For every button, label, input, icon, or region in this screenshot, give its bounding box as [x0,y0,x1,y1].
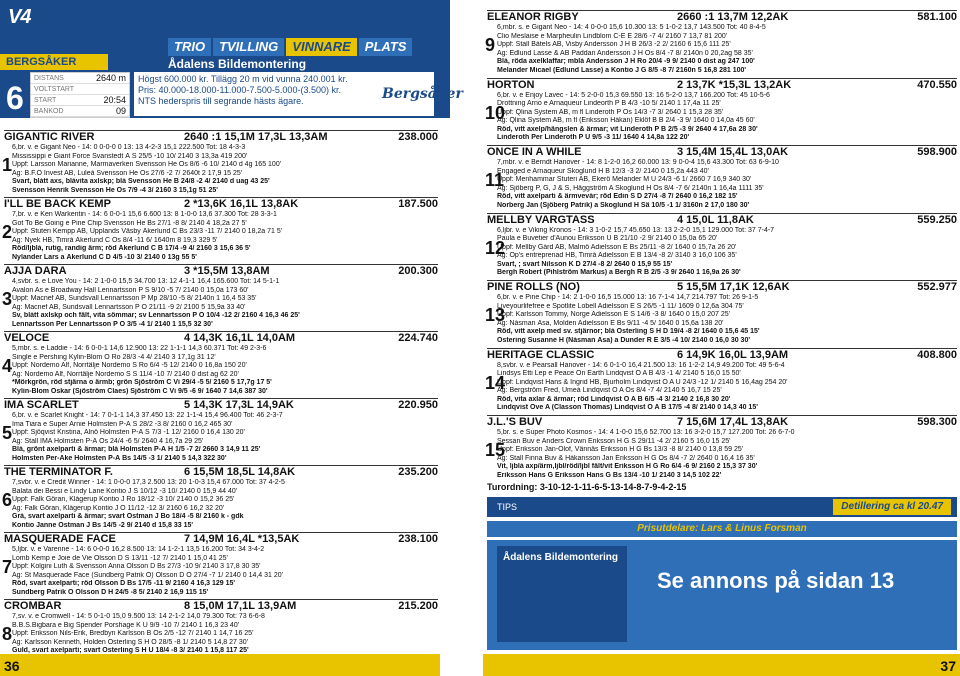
footer-bar [0,654,440,676]
entry-line: Melander Micael (Edlund Lasse) a Kontio J G 8/5 -8 7/ 2160n 5 16,8 281 100' [497,66,747,74]
horse-entry [4,197,438,263]
horse-stats: 7 15,6M 17,4L 13,8AK [677,416,789,428]
entry-line: Uppf: Macnef AB, Sundsvall Lennartsson P Mp 28/10 -5 8/ 2140n 1 16,4 53 35' [12,295,257,303]
entry-title [4,599,438,613]
entry-line: 7,mbr. v. e Berndt Hanover - 14: 8 1-2-0 16,2 60.000 13: 9 0-0-4 15,6 43.300 Tot: 63 6-9-10 [497,159,779,166]
horse-stats: 7 14,9M 16,4L *13,5AK [184,533,300,545]
prize-info: Högst 600.000 kr. Tillägg 20 m vid vunna 240.001 kr. Pris: 40.000-18.000-11.000-7.500-5.000-(3.500) kr. NTS hederspris till segrande hästs ägare. [134,72,434,116]
horse-earnings: 224.740 [398,332,438,344]
horse-entry [487,10,957,76]
entry-line: 6,br. v. e Pine Chip - 14: 2 1-0-0 16,5 15.000 13: 16 7-1-4 14,7 214.797 Tot: 26 9-1-5 [497,294,759,301]
entry-title [4,331,438,345]
horse-entry [4,398,438,464]
entry-line: Uppf: Sjöqvist Kristina, Alnö Holmsten P-Å S 7/3 -1 12/ 2160 0 16,4 130 20' [12,429,245,437]
horse-earnings: 238.100 [398,533,438,545]
entry-line: Clio Meslaise e Marpheulin Lindblom C-E E 28/6 -7 4/ 2160 7 13,7 81 200' [497,32,728,40]
horse-earnings: 581.100 [917,11,957,23]
entry-line: Uppf: Qlina System AB, m fl Linderoth P Ös 14/3 -7 3/ 2640 1 15,3 28 35' [497,108,724,116]
horse-entry [487,348,957,414]
entry-line: Svart, blått axs, blåvita axlskp; blå Svensson He B 24/8 -2 4/ 2140 d uag 43 25' [12,178,270,186]
horse-stats: 4 15,0L 11,8AK [677,213,754,226]
horse-earnings: 470.550 [917,78,957,91]
horse-name: J.L.'S BUV [487,416,543,428]
entry-title [4,465,438,479]
entry-line: 7,sv. v. e Cromwell - 14: 5 0-1-0 15,0 9.500 13: 14 2-1-2 14,0 79.300 Tot: 73 6-6-8 [12,613,265,620]
tab-trio: TRIO [168,38,211,56]
horse-name: I'LL BE BACK KEMP [4,198,111,210]
entry-line: Holmsten Per-Åke Holmsten P-Å Bs 14/5 -3 1/ 2140 5 14,3 322 30' [12,454,227,462]
entry-line: Röd/ljblå, rutig, randig ärm; röd Åkerlund C B 17/4 -9 4/ 2160 3 15,6 36 5' [12,245,251,253]
start-row: START 20:54 [31,95,129,106]
entry-line: 5,br. s. e Super Photo Kosmos - 14: 4 1-0-0 15,6 52.700 13: 16 3-2-0 15,7 127.200 Tot: 26 6-7-0 [497,429,795,436]
horse-earnings: 235.200 [398,466,438,478]
entry-title [4,398,438,412]
entry-line: Äg: Op's entreprenad HB, Timrå Adielsson E B 13/4 -8 2/ 3140 3 16,0 106 35' [497,252,737,260]
horse-entry [4,465,438,531]
entry-line: Äg: Qlina System AB, m fl (Eriksson Håkan) Eklöf B B 2/4 -3 9/ 1640 0 14,0a 45 60' [497,117,755,125]
entry-line: Uppf: Kolgini Luth & Svensson Anna Olsson D Bs 27/3 -10 9/ 2140 3 17,8 30 35' [12,563,261,571]
tab-plats: PLATS [359,38,413,56]
page-number: 36 [4,658,20,674]
entry-line: Single e Pershing Kylin-Blom O Ro 28/3 -4 4/ 2140 3 17,1g 31 12' [12,353,216,361]
prize-presenter: Prisutdelare: Lars & Linus Forsman [487,521,957,537]
entry-line: *Mörkgrön, röd stjärna o ärmb; grön Sjöström C Vi 29/4 -5 5/ 2160 5 17,7g 17 5' [12,379,272,387]
horse-earnings: 187.500 [398,198,438,210]
entry-line: Uppf: Stuteri Kempp AB, Upplands Väsby Åkerlund C Bs 23/3 -11 7/ 2140 0 18,2a 71 5' [12,228,283,236]
entry-line: Äg: Stall IMA Holmsten P-Å Ös 24/4 -6 5/ 2640 4 16,7a 29 25' [12,437,204,445]
horse-entry [487,415,957,481]
entry-title [4,264,438,278]
entry-line: Lindqvist Ove A (Classon Thomas) Lindqvist O A B 17/5 -4 8/ 2140 0 14,3 40 15' [497,404,758,412]
entry-line: Got To Be Going e Pine Chip Svensson He Bs 27/1 -8 8/ 2140 4 18,2a 27 5' [12,219,247,227]
entry-line: Grå, svart axelparti & ärmar; svart Östman J Bo 18/4 -5 8/ 2160 k - gdk [12,513,244,521]
entry-line: Äg: St Masquerade Face (Sundberg Patrik O) Olsson D Ö 27/4 -7 1/ 2140 0 14,4 31 20' [12,571,283,579]
entry-line: Uppf: Lindqvist Hans & Ingrid HB, Bjurholm Lindqvist O A U 24/3 -12 1/ 2140 5 16,4ag 254 20' [497,378,788,386]
entry-line: 6,br. v. e Gigant Neo - 14: 0 0-0-0 0 13: 13 4-2-3 15,1 222.500 Tot: 18 4-3-3 [12,144,246,151]
horse-stats: 2660 :1 13,7M 12,2AK [677,11,789,23]
entry-line: 5,mbr. s. e Laddie - 14: 6 0-0-1 14,6 12.900 13: 22 1-1-1 14,3 60.371 Tot: 49 2-3-6 [12,345,267,352]
entry-line: Linderoth Per Linderoth P U 9/5 -3 11/ 1640 4 14,8a 122 20' [497,134,690,142]
entry-line: Bergh Robert (Pihlström Markus) a Bergh R B 2/5 -3 9/ 2640 1 16,9a 26 30' [497,269,741,277]
entry-line: Uppf: Nordemo Alf, Norrtälje Nordemo S Ro 6/4 -5 12/ 2140 0 16,8a 150 20' [12,362,247,370]
horse-name: HERITAGE CLASSIC [487,348,595,361]
entry-line: Äg: Nåsman Åsa, Molden Adielsson E Bs 9/11 -4 5/ 1640 0 15,6a 138 20' [497,319,724,327]
horse-name: ELEANOR RIGBY [487,11,579,23]
entry-title [4,532,438,546]
entry-line: Sv, blått axlskp och fält, vita sömmar; sv Lennartsson P Ö 10/4 -12 2/ 2160 4 16,3 46 25' [12,312,300,320]
entry-line: 5,ljbr. v. e Varenne - 14: 6 0-0-0 16,2 8.500 13: 14 1-2-1 13,5 16.200 Tot: 34 3-4-2 [12,546,265,553]
start-number: 3 [2,289,13,309]
turordning: Turordning: 3-10-12-1-11-6-5-13-14-8-7-9-4-2-15 [487,482,687,492]
horse-earnings: 559.250 [917,213,957,226]
start-number: 11 [485,170,505,190]
start-number: 2 [2,222,13,242]
horse-entry [4,264,438,330]
tips-highlight: Detillering ca kl 20.47 [833,499,951,515]
entry-line: Mississippi e Giant Force Svanstedt Å S 25/5 -10 10/ 2140 3 13,3a 419 200' [12,152,248,160]
entry-line: Äg: Nordemo Alf, Norrtälje Nordemo S S 11/4 -10 7/ 2140 0 dist ag 62 20' [12,370,239,378]
entry-line: Äg: Sjöberg P, G, J & S, Häggström A Skoglund H Ös 8/4 -7 6/ 2140n 1 16,4a 1111 35' [497,184,764,192]
horse-stats: 2 13,7K *15,3L 13,2AK [677,78,792,91]
horse-entry [4,331,438,397]
horse-name: ONCE IN A WHILE [487,146,582,158]
entry-line: 6,mbr. s. e Gigant Neo - 14: 4 0-0-0 15,6 10.300 13: 5 1-0-2 13,7 143.500 Tot: 40 8-4-5 [497,24,766,31]
entry-line: Östering Susanne H (Nåsman Åsa) a Dunder R E 3/5 -4 10/ 2140 0 16,0 30 30' [497,336,750,344]
horse-stats: 3 *15,5M 13,8AM [184,265,270,277]
horse-entry [487,78,957,144]
entry-line: Äg: Falk Göran, Klågerup Kontio J Ö 11/12 -12 3/ 2160 6 16,2 32 20' [12,504,225,512]
start-number: 4 [2,356,13,376]
entry-line: Engaged e Arnaqueur Skoglund H B 12/3 -3 2/ 2140 0 15,2a 443 40' [497,167,709,175]
horse-stats: 6 14,9K 16,0L 13,9AM [677,348,789,361]
start-number: 6 [2,490,13,510]
entry-line: 6,ljbr. v. e Viking Kronos - 14: 3 1-0-2 15,7 45.650 13: 13 2-2-0 15,1 129.000 Tot: 37 7-4-7 [497,226,775,234]
entry-line: Lomb Kemp e Joie de Vie Olsson D S 13/11 -12 7/ 2140 1 15,0 41 25' [12,554,228,562]
v4-logo: V4 [8,6,31,28]
horse-name: AJJA DARA [4,265,67,277]
entry-line: Liveyourlifefree e Spotlite Lobell Adielsson E S 26/5 -1 11/ 1609 0 12,6a 304 75' [497,302,744,310]
horse-earnings: 238.000 [398,131,438,143]
race-number: 6 [6,80,24,116]
horse-stats: 2640 :1 15,1M 17,3L 13,3AM [184,131,328,143]
track-band: BERGSÅKER [0,54,108,70]
horse-stats: 5 15,5M 17,1K 12,6AK [677,281,790,293]
entry-line: Äg: Karlsson Kenneth, Holden Österling S H Ö 28/5 -8 1/ 2140 5 14,8 27 30' [12,638,248,646]
horse-stats: 6 15,5M 18,5L 14,8AK [184,466,296,478]
entry-line: Uppf: Eriksson Jan-Olof, Vännäs Eriksson H G Bs 13/3 -8 8/ 2140 0 13,8 59 25' [497,446,744,454]
start-number: 9 [485,35,496,55]
entry-title [4,197,438,211]
horse-entry [4,130,438,196]
entry-line: Äg: Macnef AB, Sundsvall Lennartsson P Ö 21/11 -9 2/ 2100 5 15,9a 33 40' [12,303,246,311]
horse-earnings: 408.800 [917,348,957,361]
entry-line: Avalon As e Broadway Hall Lennartsson P S 9/10 -5 7/ 2140 0 15,0a 173 60' [12,286,249,294]
start-number: 12 [485,237,506,258]
entry-line: Lindsys Etti Lep e Peace On Earth Lindqvist O A B 4/3 -1 4/ 2140 5 16,0 15 50' [497,370,741,378]
entry-line: 4,svbr. s. e Love You - 14: 2 1-0-0 15,5 34.700 13: 12 4-1-1 16,4 165.600 Tot: 14 5-1-1 [12,278,280,285]
entry-line: Röd, vitt axelparti & ärmvevår; röd Edin S D 27/4 -8 7/ 2640 0 16,2 182 15' [497,193,738,201]
start-number: 5 [2,423,13,443]
entry-line: 8,svbr. v. e Pearsall Hanover - 14: 6 0-1-0 16,4 21.500 13: 16 1-2-2 14,9 49.200 Tot: 49 5-6-4 [497,361,785,369]
entry-line: Vit, ljblå axp/ärm,ljbl/röd/ljbl fält/vit Eriksson H G Ro 6/4 -6 9/ 2160 2 15,3 37 30' [497,463,758,471]
start-number: 14 [485,372,506,393]
horse-earnings: 200.300 [398,265,438,277]
horse-name: PINE ROLLS (NO) [487,281,580,293]
entry-line: Äg: Nyek HB, Timrå Åkerlund C Ös 8/4 -11 6/ 1640m 8 19,3 329 5' [12,236,218,244]
start-number: 10 [485,102,506,123]
distance-row: DISTANS 2640 m [31,73,129,84]
entry-title [487,145,957,159]
race-header [0,0,463,118]
entry-line: Uppf: Falk Göran, Klågerup Kontio J Ro 18/12 -3 10/ 2140 0 15,2 36 25' [12,496,235,504]
entry-line: Ima Tiara e Super Arnie Holmsten P-Å S 28/2 -3 8/ 2160 0 16,2 465 30' [12,420,233,428]
entry-line: Uppf: Larsson Marianne, Marmaverken Svensson He Ös 8/6 -6 10/ 2140 d 4g 165 100' [12,161,282,169]
horse-earnings: 598.900 [917,146,957,158]
entry-line: Uppf: Karlsson Tommy, Norge Adielsson E S 14/6 -3 8/ 1640 0 15,0 207 25' [497,311,730,319]
entry-title [4,130,438,144]
start-number: 8 [2,624,13,644]
entry-title [487,10,957,24]
horse-earnings: 552.977 [917,281,957,293]
entry-line: Äg: Stall Finna Buv & Håkansson Jan Eriksson H G Ös 8/4 -7 2/ 2640 0 16,4 16 35' [497,454,755,462]
horse-name: HORTON [487,78,535,91]
horse-name: THE TERMINATOR F. [4,466,113,478]
entry-line: B.B.S.Bigbara e Big Spender Porshage K U 9/9 -10 7/ 2140 1 16,3 23 40' [12,621,240,629]
horse-name: VELOCE [4,332,50,344]
entry-title [487,415,957,429]
start-number: 13 [485,305,506,325]
horse-entry [4,532,438,598]
tips-bar: TIPS Detillering ca kl 20.47 [487,497,957,517]
horse-stats: 3 15,4M 15,4L 13,0AK [677,146,789,158]
entry-line: Röd, vitt axelp med sv. stjärnor; blå Österling S H D 19/4 -8 2/ 1640 0 15,6 45 15' [497,328,760,336]
entry-line: Röd, svart axelparti; röd Olsson D Bs 17/5 -11 9/ 2160 4 16,3 129 15' [12,580,236,588]
start-number: 1 [2,155,13,175]
entry-title [487,280,957,294]
entry-line: Äg: B.F.O Invest AB, Luleå Svensson He Ös 27/6 -2 7/ 2640t 2 17,9 15 25' [12,169,243,177]
horse-stats: 8 15,0M 17,1L 13,9AM [184,600,297,612]
entry-line: Blå, röda axelklaffar; mblå Andersson J H Ro 20/4 -9 9/ 2140 0 dist ag 247 100' [497,58,755,66]
bankod-row: BANKOD 09 [31,106,129,117]
horse-earnings: 220.950 [398,399,438,411]
horse-name: MASQUERADE FACE [4,533,116,545]
entry-title [487,213,957,227]
entry-line: Nylander Lars a Åkerlund C D 4/5 -10 3/ 2140 0 13g 55 5' [12,253,197,261]
entry-line: 6,br. v. e Enjoy Lavec - 14: 5 2-0-0 15,3 69.550 13: 16 5-2-0 13,7 166.200 Tot: 45 10-5-6 [497,91,770,99]
entry-line: Uppf: Stall Båtels AB, Visby Andersson J H B 26/3 -2 2/ 2160 6 15,6 111 25' [497,41,731,49]
entry-line: Röd, vita axlar & ärmar; röd Lindqvist O A B 6/5 -4 3/ 2140 2 16,8 30 20' [497,395,731,403]
entry-line: 7,br. v. e Ken Warkentin - 14: 6 0-0-1 15,6 6.600 13: 8 1-0-0 13,6 37.300 Tot: 28 3-3-1 [12,211,277,218]
ad-box [487,540,957,650]
entry-line: Sessan Buv e Anders Crown Eriksson H G S 29/11 -4 2/ 2160 5 16,0 15 25' [497,437,731,445]
entry-line: Uppf: Menhammar Stuteri AB, Ekerö Melander M U 24/3 -6 1/ 2660 7 16,9 340 30' [497,176,752,184]
left-page [0,0,463,676]
race-sponsor: Ådalens Bildemontering [168,57,307,71]
entry-line: Guld, svart axelparti; svart Österling S H U 18/4 -8 3/ 2140 1 15,8 117 25' [12,647,249,655]
ad-message: Se annons på sidan 13 [657,568,895,593]
entry-line: Kontio Janne Östman J Bs 14/5 -2 9/ 2140 d 15,8 33 15' [12,521,194,529]
ad-brand: Ådalens Bildemontering [497,546,627,642]
horse-entry [487,213,957,279]
entry-line: Norberg Jan (Sjöberg Patrik) a Skoglund H Sä 10/5 -1 1/ 3160n 2 17,0 180 30' [497,201,750,209]
start-number: 7 [2,557,13,577]
entry-line: Eriksson Hans G Eriksson Hans G Bs 13/4 -10 1/ 2140 3 14,5 102 22' [497,471,722,479]
entry-line: Uppf: Eriksson Nils-Erik, Bredbyn Karlsson B Ös 2/5 -12 7/ 2140 1 14,7 16 25' [12,630,254,638]
start-number: 15 [485,440,506,460]
horse-entry [487,145,957,211]
race-info [30,72,130,118]
entry-line: Lennartsson Per Lennartsson P Ö 3/5 -4 1/ 2140 1 15,5 32 30' [12,320,213,328]
entry-line: 7,svbr. v. e Credit Winner - 14: 1 0-0-0 17,3 2.500 13: 20 1-0-3 15,4 67.000 Tot: 37 4-2-5 [12,479,285,486]
tab-vinnare: VINNARE [286,38,357,56]
horse-earnings: 215.200 [398,600,438,612]
entry-line: Äg: Bergström Fred, Umeå Lindqvist O A Ös 8/4 -7 4/ 2140 5 16,7 15 25' [497,387,722,395]
entry-line: Röd, vitt axelp/hängslen & ärmar; vit Linderoth P B 2/5 -3 9/ 2640 4 17,6a 28 30' [497,125,758,133]
page-number: 37 [940,658,956,674]
horse-name: GIGANTIC RIVER [4,131,95,143]
entry-title [487,348,957,362]
horse-name: IMA SCARLET [4,399,79,411]
horse-name: MELLBY VARGTASS [487,213,595,226]
type-row: VOLTSTART [31,84,129,95]
horse-stats: 5 14,3K 17,3L 14,9AK [184,399,294,411]
horse-entry [487,280,957,346]
entry-line: Blå, grönt axelparti & ärmar; blå Holmsten P-Å H 1/5 -7 2/ 2660 3 14,9 11 25' [12,446,261,454]
right-page [483,0,960,676]
horse-name: CROMBAR [4,600,62,612]
horse-stats: 4 14,3K 16,1L 14,0AM [184,332,296,344]
footer-bar [483,654,960,676]
entry-line: Paula e Buvetier d'Aunou Eriksson U B 21/10 -2 9/ 2140 0 15,0a 65 20' [497,235,718,243]
bet-types [168,38,450,56]
horse-earnings: 598.300 [917,416,957,428]
tab-tvilling: TVILLING [213,38,284,56]
entry-line: Kylin-Blom Oskar (Sjöström Claes) Sjöström C Vi 9/5 -6 9/ 1640 7 14,6 387 30' [12,387,268,395]
entry-line: Äg: Edlund Lasse & AB Paddan Andersson J H Ös 8/4 -7 8/ 2140n 0 20,2ag 58 35' [497,49,753,57]
bergsaker-logo: Bergsåker [382,86,463,102]
entry-line: Svart, ; svart Nilsson K D 27/4 -8 2/ 2640 0 15,9 55 15' [497,260,673,268]
horse-stats: 2 *13,6K 16,1L 13,8AK [184,198,299,210]
entry-line: Balata dei Bessi e Lindy Lane Kontio J S 10/12 -3 10/ 2140 0 15,9 44 40' [12,487,238,495]
entry-line: 6,br. v. e Scarlet Knight - 14: 7 0-1-1 14,3 37.450 13: 22 1-1-4 15,4 96.400 Tot: 46 2-3-7 [12,412,283,419]
entry-title [487,78,957,92]
entry-line: Sundberg Patrik O Olsson D H 24/5 -8 5/ 2140 2 16,9 115 15' [12,588,209,596]
entry-line: Svensson Henrik Svensson He Ös 7/9 -4 3/ 2160 3 15,1g 51 25' [12,186,218,194]
entry-line: Uppf: Mellby Gård AB, Malmö Adielsson E Bs 25/11 -8 2/ 1640 0 15,7a 26 20' [497,243,737,251]
entry-line: Drottning Arno e Arnaqueur Lindeorth P B 4/3 -10 5/ 2140 1 17,4a 11 25' [497,100,721,108]
